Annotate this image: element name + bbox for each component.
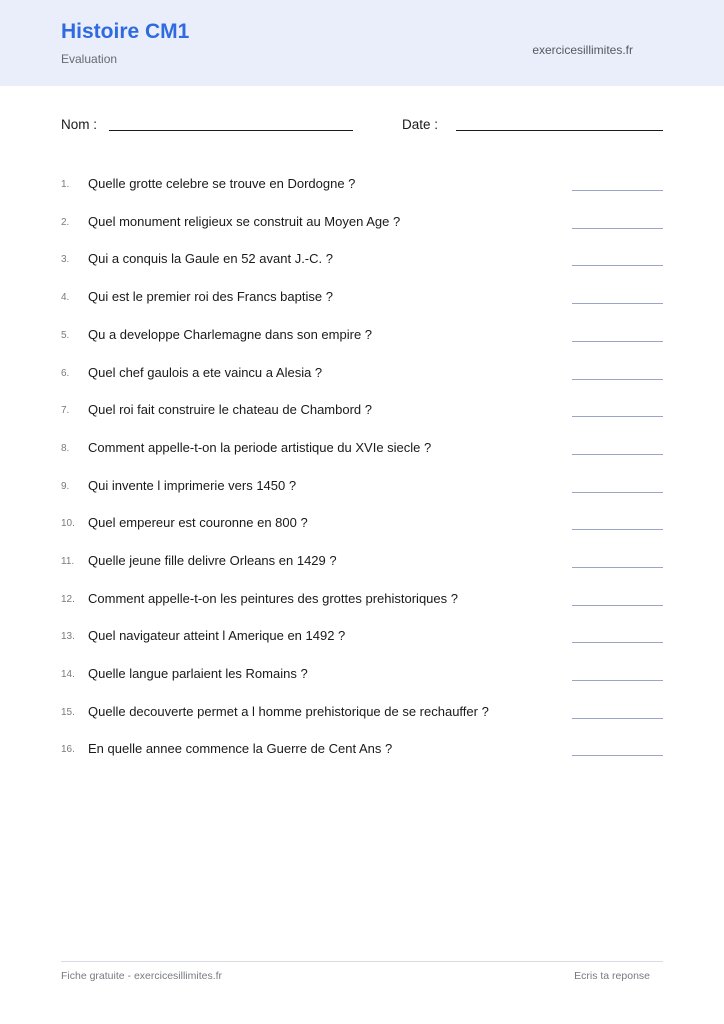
question-item bbox=[0, 440, 724, 460]
question-number: 9. bbox=[61, 481, 70, 492]
question-item bbox=[0, 666, 724, 686]
question-text: Qu a developpe Charlemagne dans son empire ? bbox=[88, 327, 373, 342]
answer-line[interactable] bbox=[572, 642, 663, 643]
question-text: Qui est le premier roi des Francs baptise ? bbox=[88, 289, 333, 304]
question-text: Quelle grotte celebre se trouve en Dordogne ? bbox=[88, 176, 356, 191]
question-item bbox=[0, 289, 724, 309]
answer-line[interactable] bbox=[572, 567, 663, 568]
footer-instruction: Ecris ta reponse bbox=[574, 970, 650, 982]
question-number: 16. bbox=[61, 744, 75, 755]
question-item bbox=[0, 478, 724, 498]
answer-line[interactable] bbox=[572, 416, 663, 417]
question-number: 14. bbox=[61, 669, 75, 680]
answer-line[interactable] bbox=[572, 265, 663, 266]
answer-line[interactable] bbox=[572, 379, 663, 380]
question-number: 3. bbox=[61, 254, 70, 265]
question-number: 4. bbox=[61, 292, 70, 303]
question-text: Quelle decouverte permet a l homme prehistorique de se rechauffer ? bbox=[88, 704, 489, 719]
question-text: Quel chef gaulois a ete vaincu a Alesia ? bbox=[88, 365, 323, 380]
page-header bbox=[0, 0, 724, 86]
question-text: Quelle langue parlaient les Romains ? bbox=[88, 666, 308, 681]
question-number: 10. bbox=[61, 518, 75, 529]
question-item bbox=[0, 214, 724, 234]
answer-line[interactable] bbox=[572, 718, 663, 719]
question-item bbox=[0, 704, 724, 724]
question-text: Quel roi fait construire le chateau de Chambord ? bbox=[88, 402, 372, 417]
question-item bbox=[0, 741, 724, 761]
question-number: 8. bbox=[61, 443, 70, 454]
question-item bbox=[0, 402, 724, 422]
page-subtitle: Evaluation bbox=[61, 52, 118, 66]
question-number: 11. bbox=[61, 556, 75, 567]
question-number: 7. bbox=[61, 405, 70, 416]
answer-line[interactable] bbox=[572, 454, 663, 455]
question-text: En quelle annee commence la Guerre de Cent Ans ? bbox=[88, 741, 393, 756]
question-item bbox=[0, 553, 724, 573]
date-field[interactable] bbox=[456, 130, 663, 131]
question-item bbox=[0, 251, 724, 271]
question-number: 6. bbox=[61, 368, 70, 379]
name-label: Nom : bbox=[61, 117, 98, 132]
answer-line[interactable] bbox=[572, 492, 663, 493]
question-number: 5. bbox=[61, 330, 70, 341]
answer-line[interactable] bbox=[572, 680, 663, 681]
answer-line[interactable] bbox=[572, 605, 663, 606]
question-text: Quelle jeune fille delivre Orleans en 1429 ? bbox=[88, 553, 337, 568]
question-text: Quel empereur est couronne en 800 ? bbox=[88, 515, 308, 530]
answer-line[interactable] bbox=[572, 303, 663, 304]
question-item bbox=[0, 515, 724, 535]
question-item bbox=[0, 591, 724, 611]
question-text: Comment appelle-t-on les peintures des grottes prehistoriques ? bbox=[88, 591, 458, 606]
question-item bbox=[0, 327, 724, 347]
site-name: exercicesillimites.fr bbox=[532, 43, 633, 57]
answer-line[interactable] bbox=[572, 228, 663, 229]
answer-line[interactable] bbox=[572, 341, 663, 342]
question-item bbox=[0, 176, 724, 196]
answer-line[interactable] bbox=[572, 755, 663, 756]
date-label: Date : bbox=[402, 117, 439, 132]
question-number: 13. bbox=[61, 631, 75, 642]
question-text: Comment appelle-t-on la periode artistique du XVIe siecle ? bbox=[88, 440, 432, 455]
question-number: 1. bbox=[61, 179, 70, 190]
name-field[interactable] bbox=[109, 130, 353, 131]
footer-divider bbox=[61, 961, 663, 962]
question-text: Qui invente l imprimerie vers 1450 ? bbox=[88, 478, 297, 493]
answer-line[interactable] bbox=[572, 529, 663, 530]
question-text: Quel monument religieux se construit au Moyen Age ? bbox=[88, 214, 401, 229]
question-item bbox=[0, 365, 724, 385]
question-number: 12. bbox=[61, 594, 75, 605]
question-number: 15. bbox=[61, 707, 75, 718]
page-title: Histoire CM1 bbox=[61, 20, 190, 43]
question-text: Quel navigateur atteint l Amerique en 1492 ? bbox=[88, 628, 346, 643]
question-number: 2. bbox=[61, 217, 70, 228]
footer-source: Fiche gratuite - exercicesillimites.fr bbox=[61, 970, 223, 982]
question-text: Qui a conquis la Gaule en 52 avant J.-C. ? bbox=[88, 251, 333, 266]
answer-line[interactable] bbox=[572, 190, 663, 191]
question-item bbox=[0, 628, 724, 648]
